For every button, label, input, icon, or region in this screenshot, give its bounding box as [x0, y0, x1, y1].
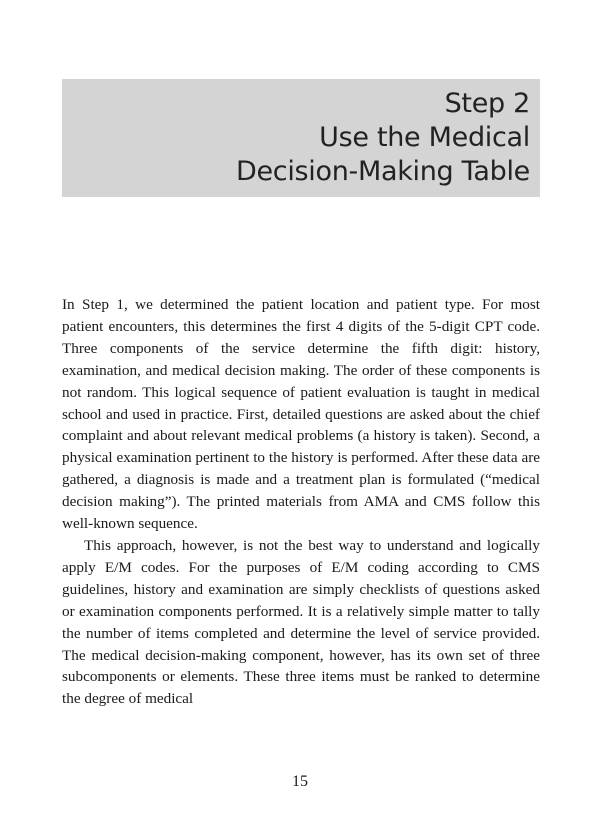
page-number: 15 — [292, 773, 308, 790]
paragraph-2: This approach, however, is not the best way to understand and logically apply E/M codes. For the purposes of E/M coding according to CMS guidelines, history and examination are simply checklists of questions asked or examination components performed. It is a relatively simple matter to tally the number of items completed and determine the level of service provided. The medical decision-making component, however, has its own set of three subcomponents or elements. These three items must be ranked to determine the degree of medical — [62, 536, 540, 708]
chapter-title-line-1: Use the Medical — [319, 122, 530, 153]
step-label: Step 2 — [444, 88, 530, 119]
body-text — [62, 294, 540, 710]
paragraph-1: In Step 1, we determined the patient location and patient type. For most patient encounters, this determines the first 4 digits of the 5-digit CPT code. Three components of the service determine the fifth digit: history, examination, and medical decision making. The order of these components is not random. This logical sequence of patient evaluation is taught in medical school and used in practice. First, detailed questions are asked about the chief complaint and about relevant medical problems (a history is taken). Second, a physical examination pertinent to the history is performed. After these data are gathered, a diagnosis is made and a treatment plan is formulated (“medical decision making”). The printed materials from AMA and CMS follow this well-known sequence. — [62, 296, 540, 533]
chapter-heading-banner — [62, 79, 540, 197]
chapter-title-line-2: Decision-Making Table — [235, 156, 530, 187]
